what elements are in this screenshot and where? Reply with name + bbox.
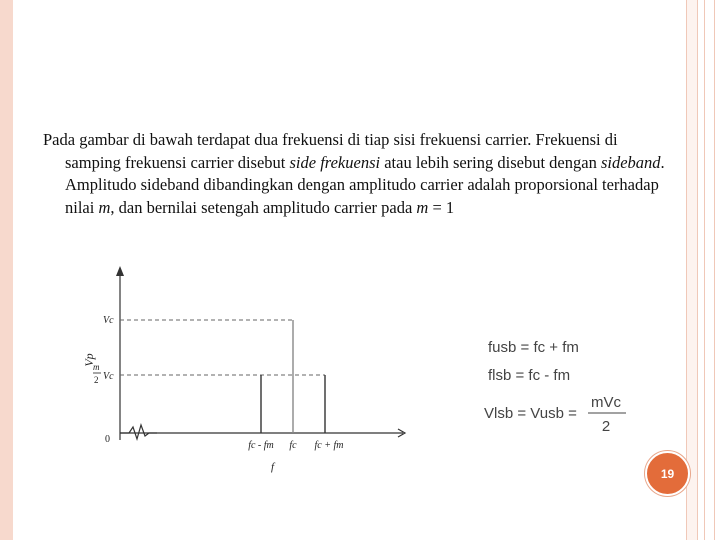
x-tick-usb: fc + fm bbox=[314, 440, 344, 451]
y-tick-half-numerator: m bbox=[93, 362, 100, 372]
slide-frame-left bbox=[0, 0, 13, 540]
slide-frame-right-outer bbox=[704, 0, 715, 540]
y-axis-label: Vp bbox=[82, 353, 96, 367]
formula-amplitude-lhs: Vlsb = Vusb = bbox=[484, 405, 577, 422]
formula-lsb: flsb = fc - fm bbox=[488, 367, 571, 384]
formula-amplitude-numerator: mVc bbox=[591, 394, 621, 411]
x-axis-label: f bbox=[271, 461, 275, 473]
noise-squiggle bbox=[120, 425, 157, 439]
x-tick-carrier: fc bbox=[289, 440, 297, 451]
y-tick-vc: Vc bbox=[103, 315, 114, 326]
slide-frame-right bbox=[686, 0, 698, 540]
formula-usb: fusb = fc + fm bbox=[488, 339, 579, 356]
spectrum-diagram bbox=[82, 262, 415, 477]
x-tick-lsb: fc - fm bbox=[248, 440, 274, 451]
y-axis-arrow bbox=[116, 266, 124, 276]
formula-amplitude-denominator: 2 bbox=[601, 418, 611, 435]
page-number-badge: 19 bbox=[645, 451, 690, 496]
sideband-formulas bbox=[480, 330, 650, 440]
y-tick-half-denominator: 2 bbox=[94, 375, 99, 385]
y-tick-zero: 0 bbox=[105, 434, 110, 445]
body-paragraph: Pada gambar di bawah terdapat dua frekuensi di tiap sisi frekuensi carrier. Frekuensi di samping frekuensi carrier disebut side frekuensi atau lebih sering disebut dengan sideband. Amplitudo sideband dibandingkan dengan amplitudo carrier adalah proporsional terhadap nilai m, dan bernilai setengah amplitudo carrier pada m = 1 bbox=[43, 130, 665, 217]
y-tick-half-vc: Vc bbox=[103, 371, 114, 382]
